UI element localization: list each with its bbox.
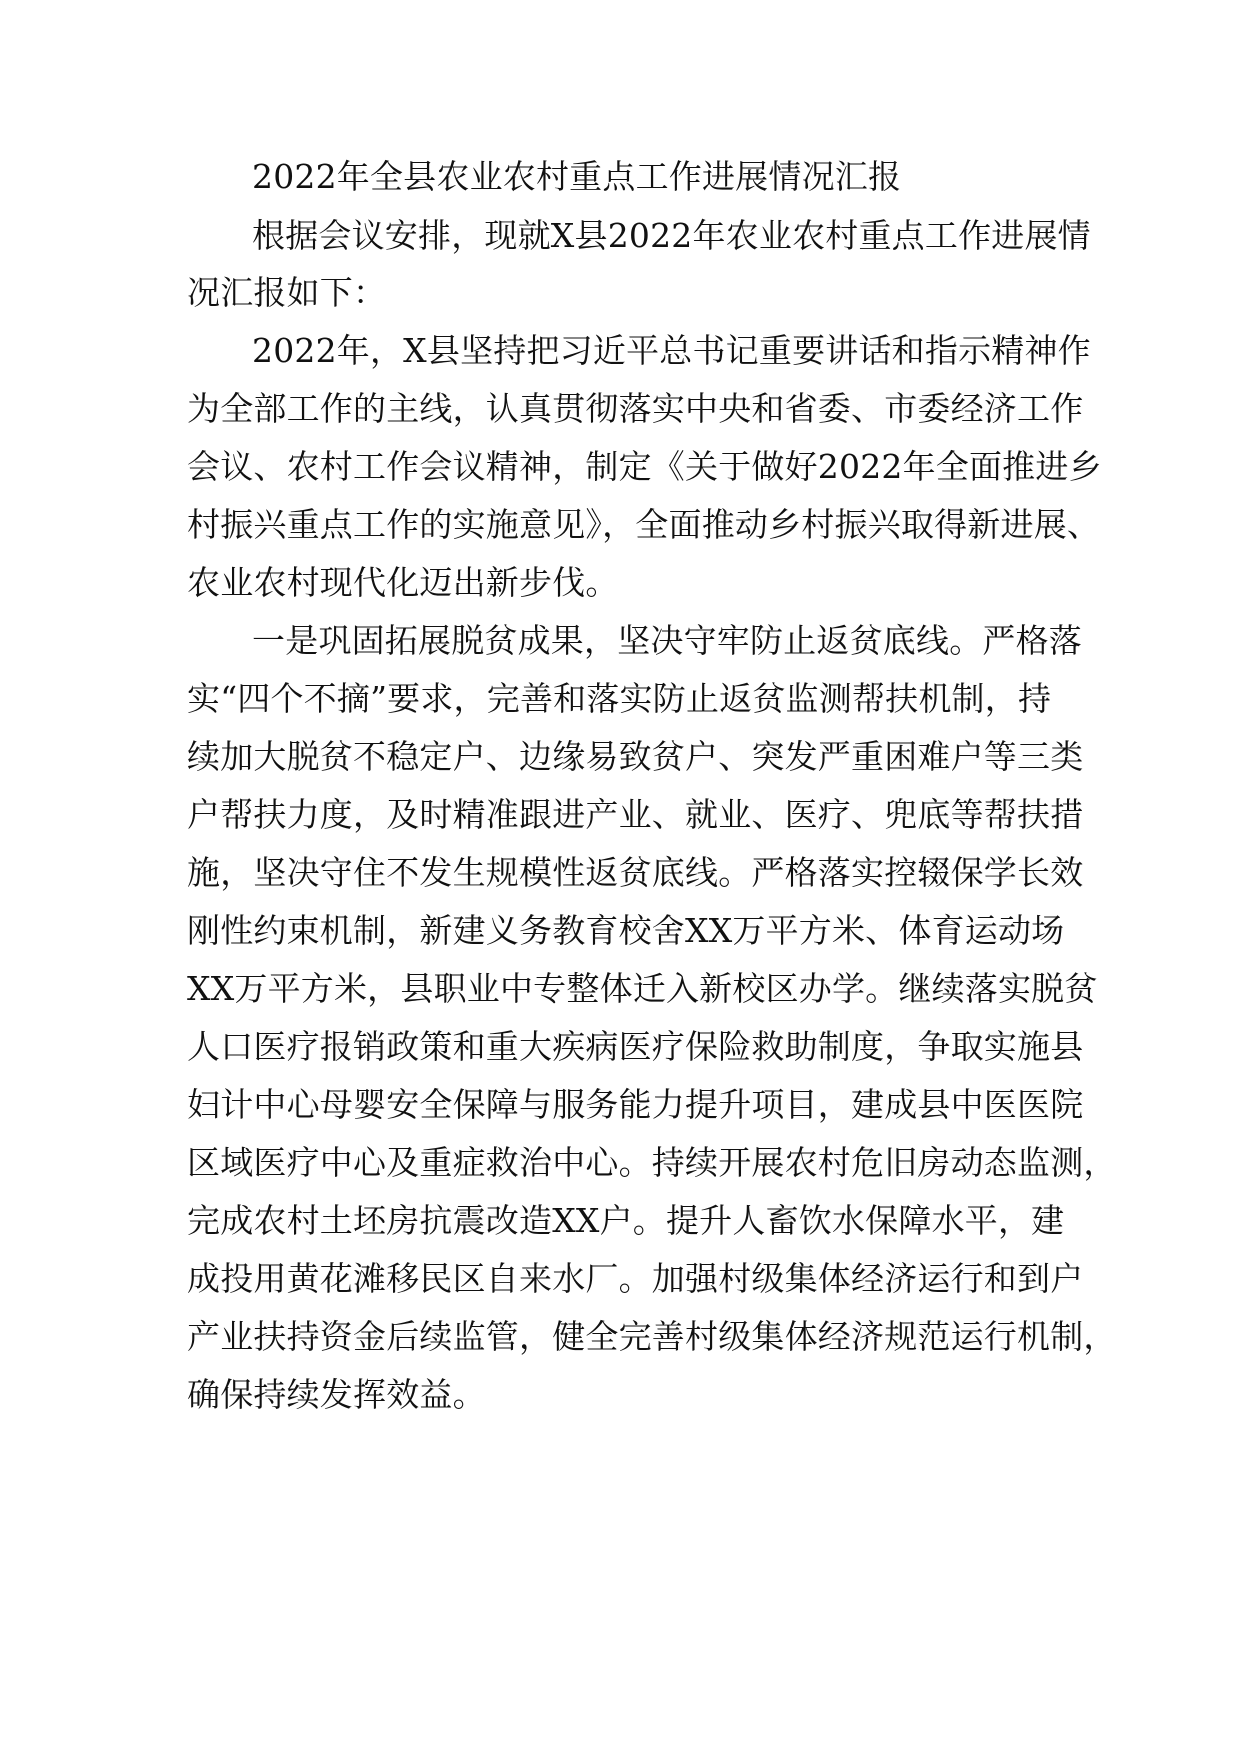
document-title: 2022年全县农业农村重点工作进展情况汇报 [252, 157, 902, 196]
paragraph-line: 会议、农村工作会议精神，制定《关于做好2022年全面推进乡 [187, 447, 1102, 486]
paragraph-line: 人口医疗报销政策和重大疾病医疗保险救助制度，争取实施县 [187, 1027, 1084, 1066]
paragraph-line: 况汇报如下： [187, 273, 387, 312]
paragraph-line: 2022年，X县坚持把习近平总书记重要讲话和指示精神作 [252, 331, 1091, 370]
paragraph-line: 产业扶持资金后续监管，健全完善村级集体经济规范运行机制， [187, 1317, 1117, 1356]
paragraph-line: 妇计中心母婴安全保障与服务能力提升项目，建成县中医医院 [187, 1085, 1084, 1124]
paragraph-line: 实“四个不摘”要求，完善和落实防止返贫监测帮扶机制，持 [187, 679, 1052, 718]
paragraph-line: 一是巩固拓展脱贫成果，坚决守牢防止返贫底线。严格落 [252, 621, 1082, 660]
paragraph-line: 施，坚决守住不发生规模性返贫底线。严格落实控辍保学长效 [187, 853, 1084, 892]
paragraph-line: 根据会议安排，现就X县2022年农业农村重点工作进展情 [252, 216, 1091, 255]
paragraph-line: 为全部工作的主线，认真贯彻落实中央和省委、市委经济工作 [187, 389, 1084, 428]
paragraph-line: 区域医疗中心及重症救治中心。持续开展农村危旧房动态监测， [187, 1143, 1117, 1182]
paragraph-line: 刚性约束机制，新建义务教育校舍XX万平方米、体育运动场 [187, 911, 1065, 950]
paragraph-line: XX万平方米，县职业中专整体迁入新校区办学。继续落实脱贫 [187, 969, 1098, 1008]
paragraph-line: 确保持续发挥效益。 [187, 1375, 486, 1414]
paragraph-line: 村振兴重点工作的实施意见》，全面推动乡村振兴取得新进展、 [187, 505, 1101, 544]
paragraph-line: 农业农村现代化迈出新步伐。 [187, 563, 619, 602]
paragraph-line: 户帮扶力度，及时精准跟进产业、就业、医疗、兜底等帮扶措 [187, 795, 1084, 834]
paragraph-line: 续加大脱贫不稳定户、边缘易致贫户、突发严重困难户等三类 [187, 737, 1084, 776]
paragraph-line: 完成农村土坯房抗震改造XX户。提升人畜饮水保障水平，建 [187, 1201, 1065, 1240]
paragraph-line: 成投用黄花滩移民区自来水厂。加强村级集体经济运行和到户 [187, 1259, 1084, 1298]
